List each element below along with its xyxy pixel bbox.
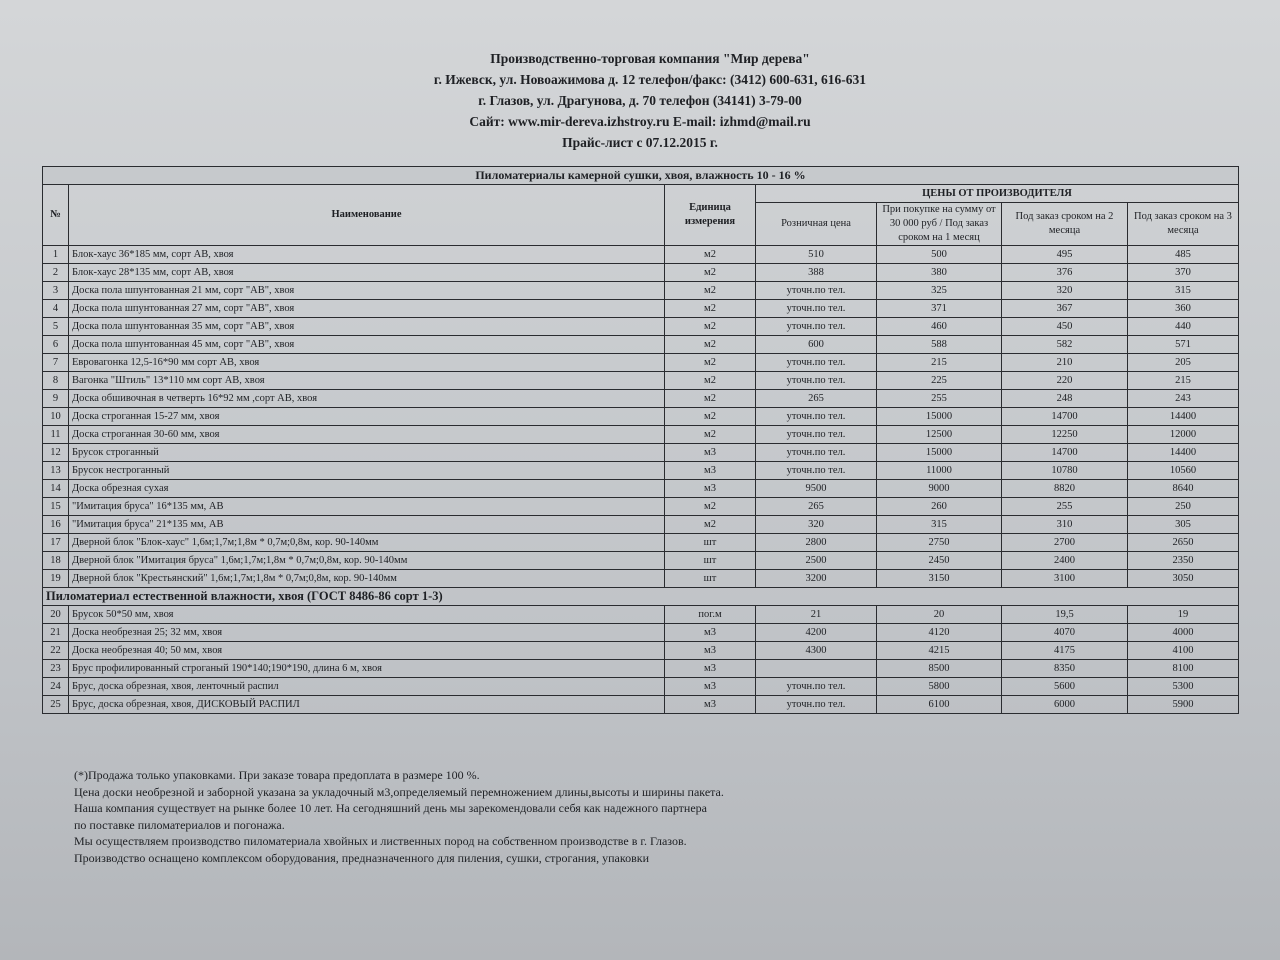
retail-price: уточн.по тел.	[756, 300, 877, 318]
price-30000: 3150	[877, 570, 1002, 588]
table-row	[43, 624, 1239, 642]
retail-price: уточн.по тел.	[756, 696, 877, 714]
product-name: Доска пола шпунтованная 35 мм, сорт "АВ", хвоя	[69, 318, 665, 336]
table-row	[43, 480, 1239, 498]
retail-price: 3200	[756, 570, 877, 588]
table-row	[43, 246, 1239, 264]
row-number: 16	[43, 516, 69, 534]
price-2-months: 376	[1002, 264, 1128, 282]
retail-price: уточн.по тел.	[756, 408, 877, 426]
product-name: "Имитация бруса" 21*135 мм, АВ	[69, 516, 665, 534]
col-2m-header: Под заказ сроком на 2 месяца	[1002, 203, 1128, 246]
row-number: 24	[43, 678, 69, 696]
product-name: Брус профилированный строганый 190*140;190*190, длина 6 м, хвоя	[69, 660, 665, 678]
price-3-months: 571	[1128, 336, 1239, 354]
retail-price: уточн.по тел.	[756, 372, 877, 390]
unit: пог.м	[665, 606, 756, 624]
unit: м3	[665, 624, 756, 642]
price-3-months: 2650	[1128, 534, 1239, 552]
price-30000: 225	[877, 372, 1002, 390]
row-number: 22	[43, 642, 69, 660]
table-row	[43, 282, 1239, 300]
price-30000: 20	[877, 606, 1002, 624]
footer-notes	[74, 767, 1174, 866]
row-number: 13	[43, 462, 69, 480]
price-3-months: 250	[1128, 498, 1239, 516]
retail-price: 510	[756, 246, 877, 264]
product-name: Доска пола шпунтованная 45 мм, сорт "АВ", хвоя	[69, 336, 665, 354]
company-name: Производственно-торговая компания "Мир дерева"	[490, 51, 810, 66]
unit: м2	[665, 426, 756, 444]
unit: м3	[665, 660, 756, 678]
price-2-months: 367	[1002, 300, 1128, 318]
row-number: 23	[43, 660, 69, 678]
price-3-months: 10560	[1128, 462, 1239, 480]
row-number: 6	[43, 336, 69, 354]
price-3-months: 3050	[1128, 570, 1239, 588]
table-row	[43, 498, 1239, 516]
row-number: 9	[43, 390, 69, 408]
product-name: Доска необрезная 40; 50 мм, хвоя	[69, 642, 665, 660]
table-row	[43, 534, 1239, 552]
col-retail-header: Розничная цена	[756, 203, 877, 246]
unit: м2	[665, 390, 756, 408]
table-row	[43, 336, 1239, 354]
product-name: Евровагонка 12,5-16*90 мм сорт АВ, хвоя	[69, 354, 665, 372]
product-name: "Имитация бруса" 16*135 мм, АВ	[69, 498, 665, 516]
row-number: 21	[43, 624, 69, 642]
row-number: 4	[43, 300, 69, 318]
price-30000: 5800	[877, 678, 1002, 696]
section-title: Пиломатериал естественной влажности, хвоя (ГОСТ 8486-86 сорт 1-3)	[43, 588, 1239, 606]
price-3-months: 305	[1128, 516, 1239, 534]
price-2-months: 3100	[1002, 570, 1128, 588]
product-name: Брусок нестроганный	[69, 462, 665, 480]
unit: м3	[665, 462, 756, 480]
price-30000: 315	[877, 516, 1002, 534]
table-row	[43, 444, 1239, 462]
site-email: Сайт: www.mir-dereva.izhstroy.ru E-mail: izhmd@mail.ru	[469, 114, 811, 129]
price-2-months: 10780	[1002, 462, 1128, 480]
price-30000: 2750	[877, 534, 1002, 552]
row-number: 20	[43, 606, 69, 624]
row-number: 7	[43, 354, 69, 372]
product-name: Брусок 50*50 мм, хвоя	[69, 606, 665, 624]
price-2-months: 2400	[1002, 552, 1128, 570]
row-number: 3	[43, 282, 69, 300]
price-3-months: 4100	[1128, 642, 1239, 660]
unit: м2	[665, 408, 756, 426]
product-name: Доска обшивочная в четверть 16*92 мм ,сорт АВ, хвоя	[69, 390, 665, 408]
price-2-months: 12250	[1002, 426, 1128, 444]
price-table	[42, 166, 1239, 714]
price-30000: 500	[877, 246, 1002, 264]
product-name: Дверной блок "Крестьянский" 1,6м;1,7м;1,8м * 0,7м;0,8м, кор. 90-140мм	[69, 570, 665, 588]
row-number: 14	[43, 480, 69, 498]
product-name: Брус, доска обрезная, хвоя, ДИСКОВЫЙ РАСПИЛ	[69, 696, 665, 714]
product-name: Доска строганная 15-27 мм, хвоя	[69, 408, 665, 426]
col-num-header: №	[43, 185, 69, 246]
product-name: Дверной блок "Блок-хаус" 1,6м;1,7м;1,8м * 0,7м;0,8м, кор. 90-140мм	[69, 534, 665, 552]
table-row	[43, 354, 1239, 372]
price-2-months: 5600	[1002, 678, 1128, 696]
price-30000: 8500	[877, 660, 1002, 678]
price-2-months: 6000	[1002, 696, 1128, 714]
table-row	[43, 390, 1239, 408]
retail-price: 9500	[756, 480, 877, 498]
retail-price: 4200	[756, 624, 877, 642]
price-3-months: 5900	[1128, 696, 1239, 714]
table-row	[43, 570, 1239, 588]
price-3-months: 370	[1128, 264, 1239, 282]
price-2-months: 2700	[1002, 534, 1128, 552]
product-name: Доска пола шпунтованная 27 мм, сорт "АВ", хвоя	[69, 300, 665, 318]
price-3-months: 485	[1128, 246, 1239, 264]
unit: м2	[665, 354, 756, 372]
table-row	[43, 552, 1239, 570]
price-2-months: 210	[1002, 354, 1128, 372]
retail-price: 600	[756, 336, 877, 354]
note-line: Мы осуществляем производство пиломатериала хвойных и лиственных пород на собственном производстве в г. Глазов.	[74, 834, 687, 848]
price-30000: 2450	[877, 552, 1002, 570]
price-3-months: 243	[1128, 390, 1239, 408]
table-row	[43, 642, 1239, 660]
unit: м2	[665, 300, 756, 318]
retail-price: уточн.по тел.	[756, 354, 877, 372]
retail-price: уточн.по тел.	[756, 318, 877, 336]
price-3-months: 5300	[1128, 678, 1239, 696]
price-3-months: 440	[1128, 318, 1239, 336]
price-30000: 371	[877, 300, 1002, 318]
retail-price: 265	[756, 390, 877, 408]
price-30000: 588	[877, 336, 1002, 354]
table-row	[43, 516, 1239, 534]
unit: м3	[665, 480, 756, 498]
retail-price: 2500	[756, 552, 877, 570]
price-30000: 260	[877, 498, 1002, 516]
note-line: Производство оснащено комплексом оборудования, предназначенного для пиления, сушки, строгания, упаковки	[74, 850, 650, 865]
maker-prices-header: ЦЕНЫ ОТ ПРОИЗВОДИТЕЛЯ	[756, 185, 1239, 203]
col-unit-header: Единица измерения	[665, 185, 756, 246]
address-izhevsk: г. Ижевск, ул. Новоажимова д. 12 телефон/факс: (3412) 600-631, 616-631	[433, 72, 867, 87]
price-3-months: 8100	[1128, 660, 1239, 678]
price-30000: 380	[877, 264, 1002, 282]
price-30000: 15000	[877, 444, 1002, 462]
product-name: Дверной блок "Имитация бруса" 1,6м;1,7м;1,8м * 0,7м;0,8м, кор. 90-140мм	[69, 552, 665, 570]
price-2-months: 255	[1002, 498, 1128, 516]
row-number: 1	[43, 246, 69, 264]
product-name: Брус, доска обрезная, хвоя, ленточный распил	[69, 678, 665, 696]
row-number: 10	[43, 408, 69, 426]
unit: м2	[665, 336, 756, 354]
col-3m-header: Под заказ сроком на 3 месяца	[1128, 203, 1239, 246]
price-2-months: 320	[1002, 282, 1128, 300]
price-3-months: 4000	[1128, 624, 1239, 642]
row-number: 17	[43, 534, 69, 552]
price-2-months: 4175	[1002, 642, 1128, 660]
retail-price: 21	[756, 606, 877, 624]
price-30000: 15000	[877, 408, 1002, 426]
price-2-months: 582	[1002, 336, 1128, 354]
price-2-months: 8350	[1002, 660, 1128, 678]
price-3-months: 19	[1128, 606, 1239, 624]
table-row	[43, 606, 1239, 624]
price-3-months: 360	[1128, 300, 1239, 318]
table-row	[43, 462, 1239, 480]
price-30000: 12500	[877, 426, 1002, 444]
col-name-header: Наименование	[69, 185, 665, 246]
price-2-months: 8820	[1002, 480, 1128, 498]
price-30000: 255	[877, 390, 1002, 408]
row-number: 18	[43, 552, 69, 570]
retail-price: 265	[756, 498, 877, 516]
unit: м2	[665, 318, 756, 336]
unit: м3	[665, 444, 756, 462]
price-2-months: 220	[1002, 372, 1128, 390]
product-name: Доска пола шпунтованная 21 мм, сорт "АВ", хвоя	[69, 282, 665, 300]
price-3-months: 215	[1128, 372, 1239, 390]
price-3-months: 14400	[1128, 408, 1239, 426]
retail-price: 2800	[756, 534, 877, 552]
unit: м2	[665, 246, 756, 264]
unit: м2	[665, 264, 756, 282]
price-30000: 325	[877, 282, 1002, 300]
retail-price: 4300	[756, 642, 877, 660]
product-name: Доска строганная 30-60 мм, хвоя	[69, 426, 665, 444]
retail-price: уточн.по тел.	[756, 282, 877, 300]
price-30000: 6100	[877, 696, 1002, 714]
table-row	[43, 660, 1239, 678]
address-glazov: г. Глазов, ул. Драгунова, д. 70 телефон (34141) 3-79-00	[478, 93, 802, 108]
price-3-months: 14400	[1128, 444, 1239, 462]
table-row	[43, 318, 1239, 336]
unit: шт	[665, 570, 756, 588]
table-row	[43, 696, 1239, 714]
unit: м3	[665, 642, 756, 660]
row-number: 12	[43, 444, 69, 462]
table-row	[43, 408, 1239, 426]
unit: м3	[665, 696, 756, 714]
price-30000: 460	[877, 318, 1002, 336]
price-30000: 215	[877, 354, 1002, 372]
retail-price: уточн.по тел.	[756, 462, 877, 480]
retail-price: 388	[756, 264, 877, 282]
price-3-months: 12000	[1128, 426, 1239, 444]
row-number: 25	[43, 696, 69, 714]
price-2-months: 495	[1002, 246, 1128, 264]
price-2-months: 19,5	[1002, 606, 1128, 624]
table-row	[43, 372, 1239, 390]
price-3-months: 2350	[1128, 552, 1239, 570]
price-3-months: 315	[1128, 282, 1239, 300]
retail-price	[756, 660, 877, 678]
price-2-months: 248	[1002, 390, 1128, 408]
product-name: Доска обрезная сухая	[69, 480, 665, 498]
letterhead	[0, 48, 1280, 153]
price-3-months: 8640	[1128, 480, 1239, 498]
price-3-months: 205	[1128, 354, 1239, 372]
price-2-months: 14700	[1002, 408, 1128, 426]
retail-price: уточн.по тел.	[756, 444, 877, 462]
note-line: по поставке пиломатериалов и погонажа.	[74, 817, 285, 832]
row-number: 19	[43, 570, 69, 588]
price-30000: 4120	[877, 624, 1002, 642]
price-30000: 4215	[877, 642, 1002, 660]
unit: м2	[665, 282, 756, 300]
product-name: Вагонка "Штиль" 13*110 мм сорт АВ, хвоя	[69, 372, 665, 390]
table-row	[43, 264, 1239, 282]
pricelist-date: Прайс-лист с 07.12.2015 г.	[562, 135, 718, 150]
row-number: 8	[43, 372, 69, 390]
price-2-months: 450	[1002, 318, 1128, 336]
unit: м2	[665, 516, 756, 534]
product-name: Блок-хаус 28*135 мм, сорт АВ, хвоя	[69, 264, 665, 282]
row-number: 11	[43, 426, 69, 444]
price-30000: 11000	[877, 462, 1002, 480]
retail-price: 320	[756, 516, 877, 534]
price-2-months: 310	[1002, 516, 1128, 534]
col-30000-header: При покупке на сумму от 30 000 руб / Под заказ сроком на 1 месяц	[877, 203, 1002, 246]
product-name: Доска необрезная 25; 32 мм, хвоя	[69, 624, 665, 642]
table-row	[43, 300, 1239, 318]
row-number: 15	[43, 498, 69, 516]
price-30000: 9000	[877, 480, 1002, 498]
retail-price: уточн.по тел.	[756, 678, 877, 696]
table-row	[43, 426, 1239, 444]
row-number: 5	[43, 318, 69, 336]
row-number: 2	[43, 264, 69, 282]
unit: м2	[665, 372, 756, 390]
note-line: (*)Продажа только упаковками. При заказе товара предоплата в размере 100 %.	[74, 768, 480, 782]
note-line: Цена доски необрезной и заборной указана за укладочный м3,определяемый перемножением длины,высоты и ширины пакета.	[74, 784, 724, 799]
unit: м3	[665, 678, 756, 696]
unit: м2	[665, 498, 756, 516]
product-name: Брусок строганный	[69, 444, 665, 462]
table-row	[43, 678, 1239, 696]
product-name: Блок-хаус 36*185 мм, сорт АВ, хвоя	[69, 246, 665, 264]
note-line: Наша компания существует на рынке более 10 лет. На сегодняшний день мы зарекомендовали себя как надежного партнера	[74, 801, 707, 815]
table-title: Пиломатериалы камерной сушки, хвоя, влажность 10 - 16 %	[43, 167, 1239, 185]
unit: шт	[665, 552, 756, 570]
price-2-months: 14700	[1002, 444, 1128, 462]
retail-price: уточн.по тел.	[756, 426, 877, 444]
price-2-months: 4070	[1002, 624, 1128, 642]
unit: шт	[665, 534, 756, 552]
